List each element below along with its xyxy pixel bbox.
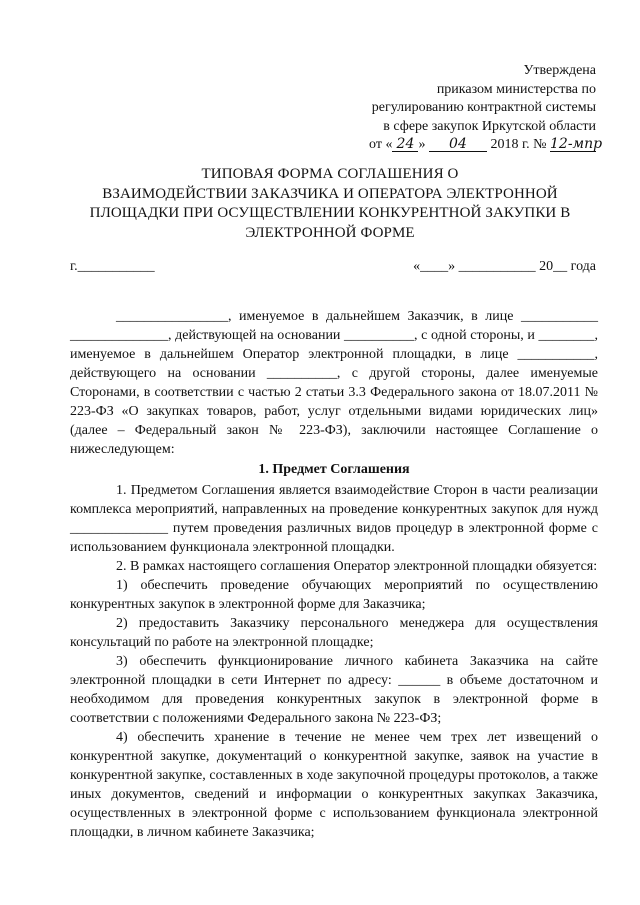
approval-date bbox=[316, 136, 603, 155]
approval-line: регулированию контрактной системы bbox=[371, 100, 596, 115]
clause-1: 1. Предметом Соглашения является взаимодействие Сторон в части реализации комплекса мероприятий, направленных на проведение конкурентных закупок для нужд ______________ путем проведения различных видов процедур в электронной форме с использованием функционала электронной площадки. bbox=[70, 483, 598, 555]
date-prefix: от « bbox=[369, 137, 393, 152]
approval-block bbox=[316, 62, 603, 155]
title-line: ЭЛЕКТРОННОЙ ФОРМЕ bbox=[245, 224, 415, 241]
preamble bbox=[70, 307, 598, 459]
approval-line: Утверждена bbox=[523, 63, 596, 78]
clause-2-item-3: 3) обеспечить функционирование личного кабинета Заказчика на сайте электронной площадки в сети Интернет по адресу: ______ в объеме достаточном и необходимом для проведения конкурентных закупок в электронной форме в соответствии с положениями Федерального закона № 223-ФЗ; bbox=[70, 654, 598, 726]
date-mid: » bbox=[418, 137, 426, 152]
place-field: г.___________ bbox=[70, 259, 155, 274]
clause-2: 2. В рамках настоящего соглашения Оператор электронной площадки обязуется: bbox=[116, 559, 598, 574]
clause-2-item-4: 4) обеспечить хранение в течение не менее чем трех лет извещений о конкурентной закупке, документаций о конкурентной закупке, заявок на участие в конкурентной закупке, составленных в ходе закупочной процедуры протоколов, а также иных документов, сведений и информации о конкурентных закупках Заказчика, осуществленных в электронной форме с использованием функционала электронной площадки, в личном кабинете Заказчика; bbox=[70, 730, 598, 840]
approval-line: приказом министерства по bbox=[436, 81, 596, 97]
date-year: 2018 г. № bbox=[490, 137, 547, 152]
title-line: ПЛОЩАДКИ ПРИ ОСУЩЕСТВЛЕНИИ КОНКУРЕНТНОЙ ЗАКУПКИ В bbox=[89, 205, 571, 221]
title-line: ТИПОВАЯ ФОРМА СОГЛАШЕНИЯ О bbox=[201, 166, 459, 182]
preamble-text: ________________, именуемое в дальнейшем Заказчик, в лице ___________ ______________, действующей на основании __________, с одной стороны, и ________, именуемое в дальнейшем Оператор электронной площадки, в лице ___________, действующего на основании __________, с другой стороны, далее именуемые Сторонами, в соответствии с частью 2 статьи 3.3 Федерального закона от 18.07.2011 № 223-ФЗ «О закупках товаров, работ, услуг отдельными видами юридических лиц» (далее – Федеральный закон № 223-ФЗ), заключили настоящее Соглашение о нижеследующем: bbox=[70, 309, 598, 457]
clause-2-item-2: 2) предоставить Заказчику персонального менеджера для осуществления консультаций по работе на электронной площадке; bbox=[70, 616, 598, 650]
order-number-handwritten: 12-мпр bbox=[550, 136, 603, 152]
approval-line: в сфере закупок Иркутской области bbox=[383, 118, 596, 134]
clause-2-item-1: 1) обеспечить проведение обучающих мероприятий по осуществлению конкурентных закупок в электронной форме для Заказчика; bbox=[70, 578, 598, 612]
title-line: ВЗАИМОДЕЙСТВИИ ЗАКАЗЧИКА И ОПЕРАТОРА ЭЛЕКТРОННОЙ bbox=[102, 185, 558, 202]
date-day-handwritten: 24 bbox=[392, 137, 418, 152]
section-body bbox=[70, 481, 598, 842]
document-title bbox=[60, 165, 600, 243]
date-field: «____» ___________ 20__ года bbox=[413, 259, 596, 274]
date-month-handwritten: 04 bbox=[429, 137, 487, 152]
section-heading: 1. Предмет Соглашения bbox=[258, 462, 410, 477]
